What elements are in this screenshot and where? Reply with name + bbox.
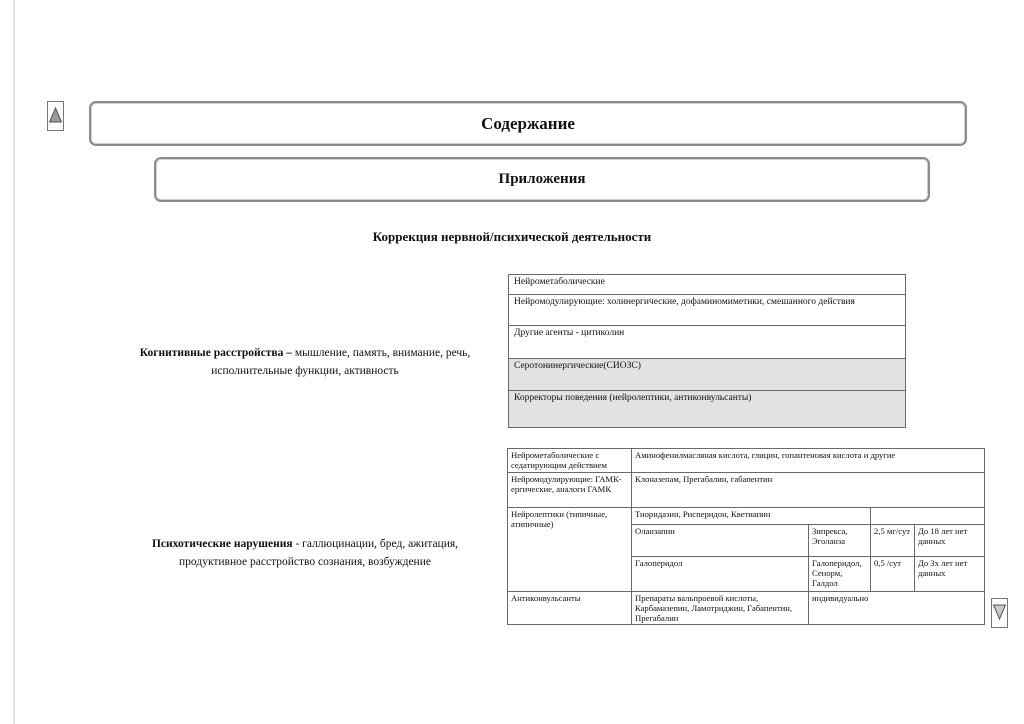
table-cell: Галоперидол, Сенорм, Галдол	[809, 557, 871, 592]
table-cell: индивидуально	[809, 592, 985, 625]
appendix-button[interactable]	[154, 157, 930, 202]
cognitive-row: Серотонинергические(СИОЗС)	[509, 359, 906, 391]
cognitive-desc-line1: мышление, память, внимание, речь,	[292, 347, 471, 359]
cognitive-row: Другие агенты - цитиколин	[509, 326, 906, 359]
table-cell: До 18 лет нет данных	[915, 525, 985, 557]
cognitive-title: Когнитивные расстройства –	[139, 347, 293, 359]
table-cell: Аминофенилмасляная кислота, глицин, гопантеновая кислота и другие	[632, 449, 985, 473]
table-cell: Клоназепам, Прегабалин, габапентин	[632, 473, 985, 508]
table-cell	[871, 508, 985, 525]
triangle-down-icon	[993, 604, 1006, 620]
table-cell: Антиконвульсанты	[508, 592, 632, 625]
table-cell: Зипрекса, Эголанза	[809, 525, 871, 557]
psychotic-table	[507, 448, 985, 625]
table-cell: Нейрометаболические с седатирующим действием	[508, 449, 632, 473]
table-cell: 2,5 мг/сут	[871, 525, 915, 557]
cognitive-caption	[105, 344, 505, 380]
psychotic-desc-line1: - галлюцинации, бред, ажитация,	[292, 538, 459, 550]
triangle-up-icon	[49, 107, 62, 123]
cognitive-row: Корректоры поведения (нейролептики, антиконвульсанты)	[509, 391, 906, 428]
contents-label: Содержание	[481, 113, 575, 133]
cognitive-row: Нейрометаболические	[509, 275, 906, 295]
psychotic-title: Психотические нарушения	[151, 538, 293, 550]
contents-button[interactable]	[89, 101, 967, 146]
table-cell: 0,5 /сут	[871, 557, 915, 592]
cognitive-table	[508, 274, 906, 428]
scroll-down-button[interactable]	[991, 598, 1008, 628]
section-title: Коррекция нервной/психической деятельности	[372, 229, 652, 244]
scroll-up-button[interactable]	[47, 101, 64, 131]
table-cell: Тиоридазин, Рисперидон, Кветиапин	[632, 508, 871, 525]
psychotic-caption	[105, 535, 505, 571]
table-cell: Нейролептики (типичные, атипичные)	[508, 508, 632, 592]
table-cell: Нейромодулирующие: ГАМК-ергические, аналоги ГАМК	[508, 473, 632, 508]
appendix-label: Приложения	[498, 171, 586, 187]
table-cell: Оланзапин	[632, 525, 809, 557]
left-margin-rule	[13, 0, 15, 724]
psychotic-desc-line2: продуктивное расстройство сознания, возбуждение	[179, 556, 431, 568]
table-cell: Препараты вальпроевой кислоты, Карбамазепин, Ламотриджин, Габапентин, Прегабалин	[632, 592, 809, 625]
cognitive-row: Нейромодулирующие: холинергические, дофаминомиметики, смешанного действия	[509, 295, 906, 326]
table-cell: До 3х лет нет данных	[915, 557, 985, 592]
cognitive-desc-line2: исполнительные функции, активность	[211, 365, 399, 377]
table-cell: Галоперидол	[632, 557, 809, 592]
